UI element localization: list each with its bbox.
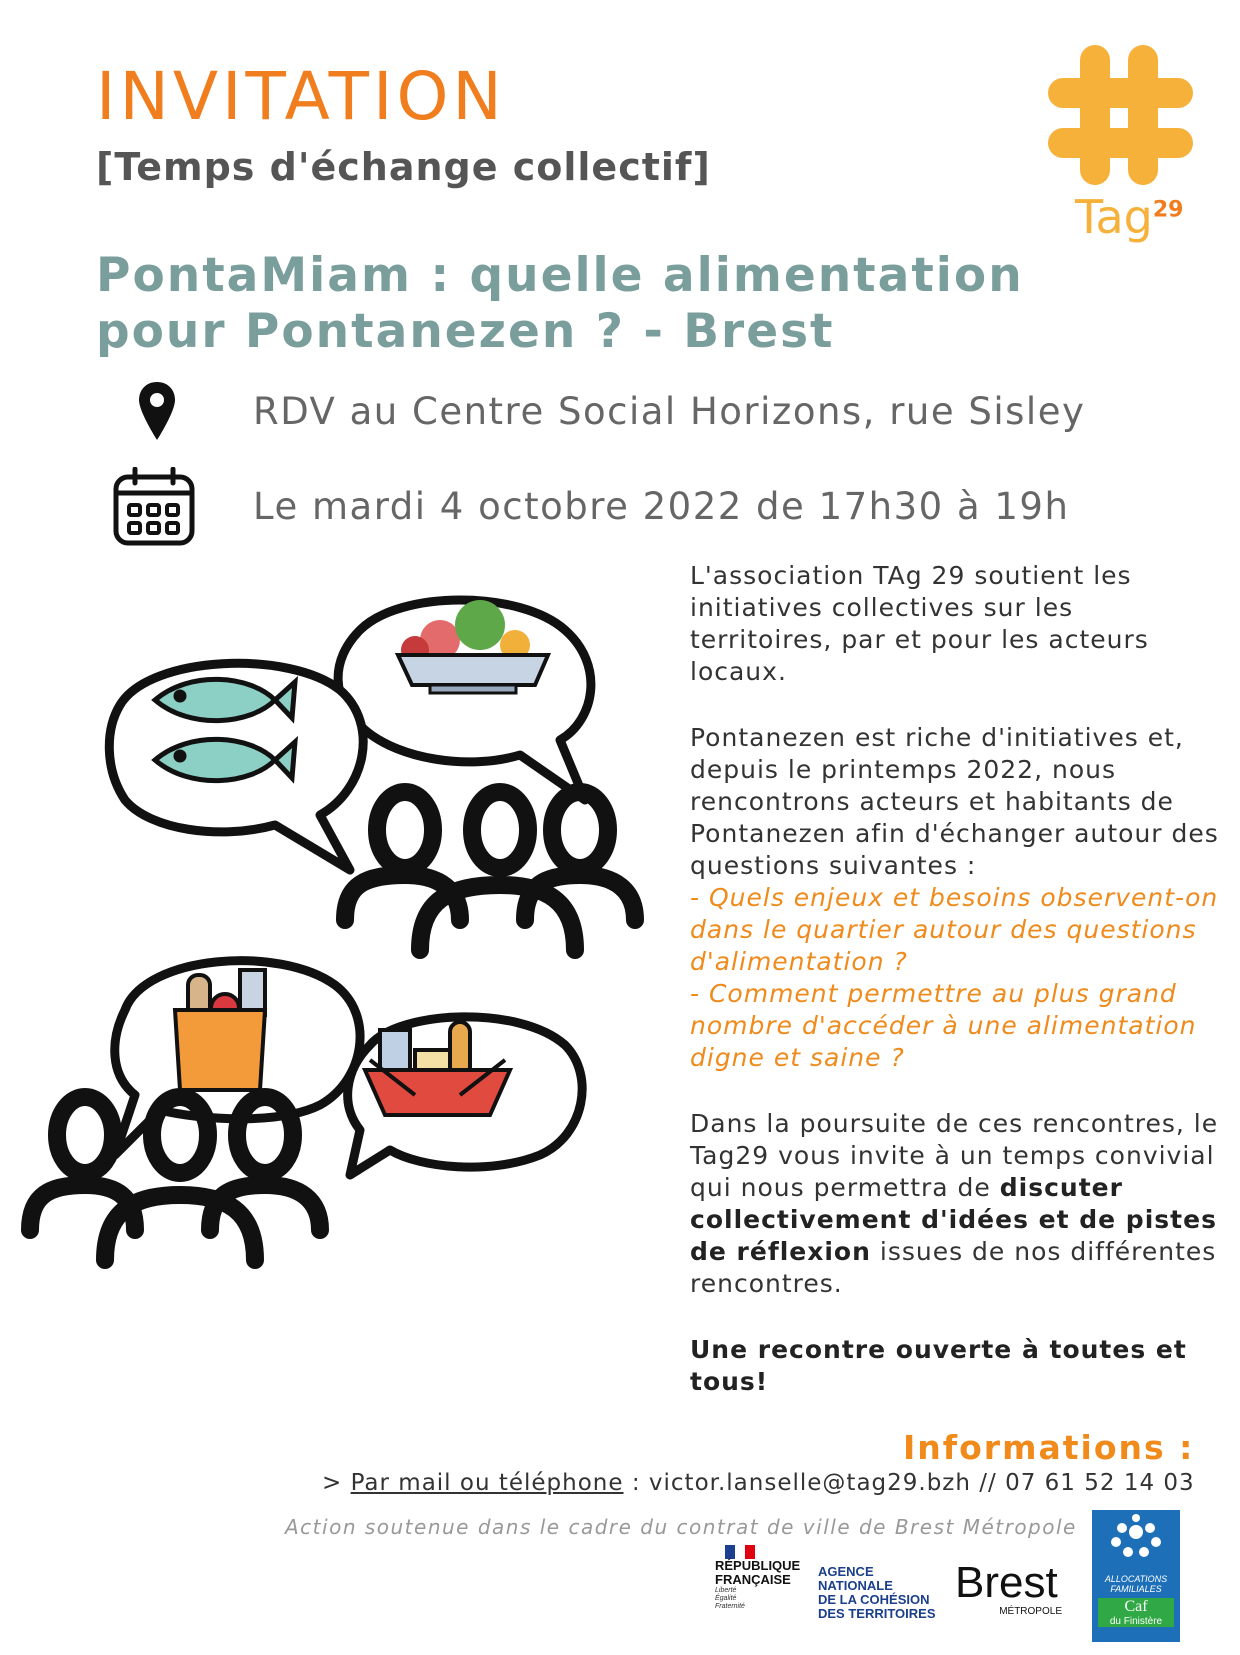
anct-line-2: NATIONALE: [818, 1578, 893, 1593]
question-2: - Comment permettre au plus grand nombre d'accéder à une alimentation digne et saine ?: [690, 979, 1197, 1072]
contact-details: : victor.lanselle@tag29.bzh // 07 61 52 14 03: [623, 1470, 1195, 1496]
tag29-logo: [1040, 40, 1200, 260]
map-pin-icon: [137, 380, 177, 446]
invitation-body: [690, 560, 1220, 1398]
caf-emblem-icon: [1092, 1510, 1180, 1570]
rf-line-2: FRANÇAISE: [715, 1572, 791, 1587]
caf-line-1: ALLOCATIONS: [1104, 1574, 1168, 1584]
tag29-wordmark: [1075, 190, 1184, 244]
rf-line-4: Égalité: [715, 1595, 737, 1602]
people-group-icon-2: [30, 1097, 320, 1260]
context-text: Pontanezen est riche d'initiatives et, depuis le printemps 2022, nous rencontrons acteurs et habitants de Pontanezen afin d'échanger autour des questions suivantes :: [690, 723, 1219, 880]
invite-text-bold: discuter collectivement d'idées et de pistes de réflexion: [690, 1173, 1217, 1266]
invite-text-start: Dans la poursuite de ces rencontres, le Tag29 vous invite à un temps convivial qui nous permettra de: [690, 1109, 1219, 1202]
rf-line-3: Liberté: [715, 1587, 737, 1594]
caf-line-3: Caf: [1124, 1598, 1148, 1615]
brest-wordmark: Brest: [955, 1558, 1058, 1607]
paragraph-invite: [690, 1108, 1220, 1300]
paragraph-intro: L'association TAg 29 soutient les initiatives collectives sur les territoires, par et pour les acteurs locaux.: [690, 561, 1149, 686]
caf-line-2: FAMILIALES: [1110, 1584, 1162, 1594]
anct-line-3: DE LA COHÉSION: [818, 1592, 930, 1607]
event-date: Le mardi 4 octobre 2022 de 17h30 à 19h: [253, 485, 1070, 528]
info-heading: Informations :: [903, 1428, 1195, 1467]
discussion-illustration: [20, 590, 670, 1370]
invitation-subtitle: [Temps d'échange collectif]: [96, 145, 711, 189]
support-note: Action soutenue dans le cadre du contrat de ville de Brest Métropole: [285, 1515, 1077, 1539]
brest-metropole-logo: [955, 1560, 1070, 1617]
caf-line-4: du Finistère: [1109, 1616, 1163, 1627]
tag29-text: Tag: [1075, 190, 1153, 244]
rf-line-5: Fraternité: [715, 1603, 745, 1610]
republique-francaise-logo: [715, 1545, 805, 1611]
invitation-title: INVITATION: [96, 58, 506, 135]
contact-line: [322, 1470, 1195, 1496]
event-location: RDV au Centre Social Horizons, rue Sisley: [253, 390, 1086, 433]
caf-logo: [1092, 1510, 1180, 1642]
brest-subtitle: MÉTROPOLE: [999, 1606, 1062, 1617]
anct-logo: [818, 1565, 938, 1621]
anct-line-1: AGENCE: [818, 1564, 874, 1579]
open-statement: Une recontre ouverte à toutes et tous!: [690, 1335, 1187, 1396]
question-1: - Quels enjeux et besoins observent-on dans le quartier autour des questions d'alimentation ?: [690, 883, 1219, 976]
rf-line-1: RÉPUBLIQUE: [715, 1558, 801, 1573]
anct-line-4: DES TERRITOIRES: [818, 1606, 936, 1621]
paragraph-context: [690, 722, 1220, 1074]
invite-text-end: issues de nos différentes rencontres.: [690, 1237, 1217, 1298]
tag29-number: 29: [1152, 197, 1184, 223]
contact-link[interactable]: Par mail ou téléphone: [350, 1470, 624, 1496]
people-group-icon: [345, 792, 635, 950]
calendar-icon: [113, 467, 195, 551]
contact-prefix: >: [322, 1470, 351, 1496]
event-title: PontaMiam : quelle alimentation pour Pontanezen ? - Brest: [96, 248, 1024, 359]
